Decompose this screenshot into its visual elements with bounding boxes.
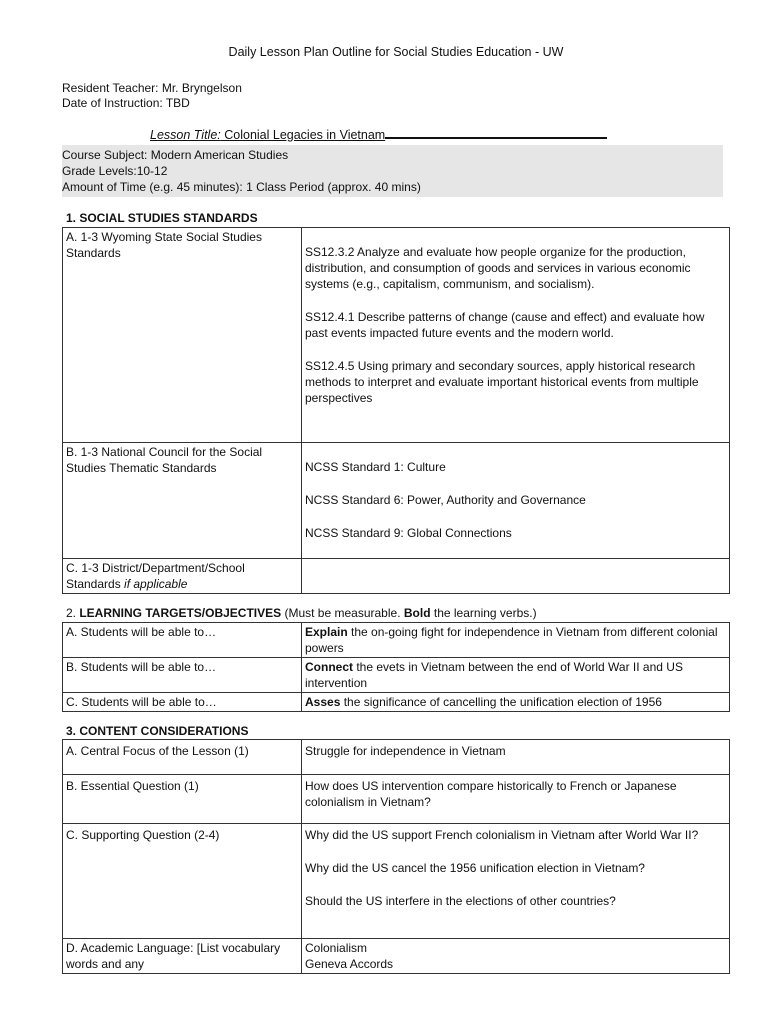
learning-verb: Asses [305,695,341,709]
vocabulary-item: Colonialism [305,941,368,955]
section-3-heading: 3. CONTENT CONSIDERATIONS [66,724,249,738]
objectives-table [62,622,730,712]
lesson-title-label: Lesson Title: [150,128,221,142]
standard-item: NCSS Standard 1: Culture [305,460,446,474]
table-cell-content: Connect the evets in Vietnam between the end of World War II and US intervention [302,658,730,693]
table-cell-label: A. 1-3 Wyoming State Social Studies Standards [63,228,302,443]
table-row [63,443,730,559]
table-cell-content: Explain the on-going fight for independence in Vietnam from different colonial powers [302,623,730,658]
table-cell-label: C. Supporting Question (2-4) [63,824,302,939]
content-considerations-table [62,739,730,974]
teacher-info [62,81,242,111]
table-cell-content [302,824,730,939]
table-row [63,824,730,939]
table-row [63,623,730,658]
resident-teacher: Resident Teacher: Mr. Bryngelson [62,81,242,95]
standard-item: SS12.4.1 Describe patterns of change (cause and effect) and evaluate how past events impacted future events and the modern world. [305,310,705,340]
learning-verb: Explain [305,625,348,639]
content-item: Why did the US cancel the 1956 unification election in Vietnam? [305,861,645,875]
date-of-instruction: Date of Instruction: TBD [62,96,190,110]
table-row [63,658,730,693]
table-cell-content [302,228,730,443]
standards-table [62,227,730,594]
table-cell-content [302,559,730,594]
table-row [63,740,730,775]
table-cell-label: B. Essential Question (1) [63,775,302,824]
section-1-heading: 1. SOCIAL STUDIES STANDARDS [66,211,258,225]
table-cell-content [302,939,730,974]
content-item: Why did the US support French colonialism in Vietnam after World War II? [305,828,699,842]
table-cell-content [302,443,730,559]
grade-levels: Grade Levels:10-12 [62,164,168,178]
vocabulary-item: Geneva Accords [305,957,394,971]
table-cell-content [302,740,730,775]
standard-item: NCSS Standard 9: Global Connections [305,526,512,540]
lesson-title-value: Colonial Legacies in Vietnam [220,128,386,142]
course-subject: Course Subject: Modern American Studies [62,148,289,162]
table-row [63,693,730,712]
standard-item: NCSS Standard 6: Power, Authority and Governance [305,493,586,507]
content-item: How does US intervention compare historically to French or Japanese colonialism in Vietnam? [305,779,677,809]
content-item: Should the US interfere in the elections of other countries? [305,894,616,908]
table-row [63,775,730,824]
table-cell-content [302,775,730,824]
table-cell-label: D. Academic Language: [List vocabulary words and any [63,939,302,974]
standard-item: SS12.4.5 Using primary and secondary sources, apply historical research methods to interpret and evaluate important historical events from multiple perspectives [305,359,699,405]
table-cell-label: A. Central Focus of the Lesson (1) [63,740,302,775]
table-cell-label: A. Students will be able to… [63,623,302,658]
table-row [63,559,730,594]
table-row [63,228,730,443]
section-2-heading: 2. LEARNING TARGETS/OBJECTIVES (Must be measurable. Bold the learning verbs.) [66,606,537,620]
lesson-title-line [150,128,607,142]
table-cell-label: B. Students will be able to… [63,658,302,693]
table-cell-label: B. 1-3 National Council for the Social Studies Thematic Standards [63,443,302,559]
amount-of-time: Amount of Time (e.g. 45 minutes): 1 Class Period (approx. 40 mins) [62,180,421,194]
standard-item: SS12.3.2 Analyze and evaluate how people organize for the production, distribution, and consumption of goods and services in various economic systems (e.g., capitalism, communism, and socialism). [305,245,691,291]
table-row [63,939,730,974]
lesson-title-blank-line [385,128,607,139]
table-cell-label: C. Students will be able to… [63,693,302,712]
document-title: Daily Lesson Plan Outline for Social Studies Education - UW [228,45,564,59]
learning-verb: Connect [305,660,353,674]
table-cell-content: Asses the significance of cancelling the unification election of 1956 [302,693,730,712]
course-info-block [62,145,723,197]
content-item: Struggle for independence in Vietnam [305,744,506,758]
table-cell-label: C. 1-3 District/Department/School Standards if applicable [63,559,302,594]
